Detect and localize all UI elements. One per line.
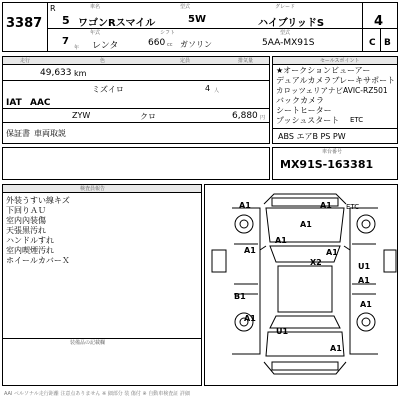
seats-unit: 人 xyxy=(214,88,220,94)
spec-label-d: 排気量 xyxy=(238,58,254,64)
vehicle-records: 車両取説 xyxy=(34,129,66,138)
rating: 4 xyxy=(374,14,384,29)
grade-label: グレード xyxy=(275,4,296,10)
equipment-item: カロッツェリアナビAVIC-RZ501 xyxy=(276,86,388,95)
small-label-3: 型式 xyxy=(280,30,291,36)
damage-mark-right-upper: U1 xyxy=(358,262,371,271)
wheel-front-left xyxy=(235,215,253,233)
footer-note: AAI ペルソナル走行距離 注意点ありません ※ 細部分 装 傷付 ※ 自動車検査証 詳細 xyxy=(4,391,190,397)
car-diagram xyxy=(204,184,398,386)
damage-mark-roof: X2 xyxy=(310,258,322,267)
etc-mark: ETC xyxy=(346,203,360,211)
damage-mark-right-door: A1 xyxy=(360,300,372,309)
score-bottom: 7 xyxy=(62,36,69,47)
displacement: 660 xyxy=(148,38,166,48)
notes-lower-header: 装備品の記載欄 xyxy=(70,340,106,346)
left-mid-frame xyxy=(2,147,270,180)
damage-mark-left-rear: A1 xyxy=(244,314,256,323)
wheel-rear-right xyxy=(357,313,375,331)
damage-mark-roof-right: A1 xyxy=(326,248,338,257)
damage-mark-left-door: B1 xyxy=(234,292,246,301)
damage-mark-bonnet: A1 xyxy=(300,220,312,229)
score-r: R xyxy=(50,4,56,13)
equipment-item: デュアルカメラブレーキサポート xyxy=(276,76,396,85)
equipment-header: セールスポイント xyxy=(320,58,360,64)
price: 6,880 xyxy=(232,111,258,121)
equipment-item: シートヒーター xyxy=(276,106,332,115)
equipment-item: ETC xyxy=(350,116,364,124)
car-model: 5W xyxy=(188,14,206,25)
car-make: ワゴンRスマイル xyxy=(78,18,156,29)
damage-mark-roof-left: A1 xyxy=(275,236,287,245)
interior-grade: C xyxy=(369,38,376,48)
chassis-label: 車台番号 xyxy=(322,149,343,155)
notes-header: 検査員報告 xyxy=(80,186,106,192)
warranty: 保証書 xyxy=(6,129,30,138)
air-conditioning: AAC xyxy=(30,98,51,108)
model-label: 型式 xyxy=(180,4,191,10)
car-grade: ハイブリッドS xyxy=(258,18,325,29)
transmission: IAT xyxy=(6,98,22,108)
damage-mark-front-right: A1 xyxy=(320,201,332,210)
spec-label-b: 色 xyxy=(100,58,106,64)
seats: 4 xyxy=(205,84,211,93)
damage-mark-trunk: U1 xyxy=(276,327,289,336)
spec-label-a: 走行 xyxy=(20,58,31,64)
note-item: 外装うすい線キズ xyxy=(6,196,70,205)
note-item: ハンドルすれ xyxy=(6,236,54,245)
price-unit: 円 xyxy=(260,115,266,121)
lot-number: 3387 xyxy=(6,16,43,31)
score-top: 5 xyxy=(62,14,70,27)
chassis-number: MX91S-163381 xyxy=(280,158,374,171)
equipment-options: ABS エアB PS PW xyxy=(278,132,346,141)
rental: レンタ xyxy=(92,41,119,51)
damage-mark-front-left: A1 xyxy=(239,201,251,210)
displacement-unit: cc xyxy=(167,42,173,48)
small-label-2: シフト xyxy=(160,30,176,36)
color-code: ZYW xyxy=(72,111,91,120)
damage-mark-left-fender: A1 xyxy=(244,246,256,255)
note-item: 室内喫煙汚れ xyxy=(6,246,54,255)
fuel: ガソリン xyxy=(180,40,212,49)
exterior-grade: B xyxy=(384,38,391,48)
damage-mark-right-mid: A1 xyxy=(358,276,370,285)
chassis-code: 5AA-MX91S xyxy=(262,38,315,48)
equipment-item: ★オークションビューアー xyxy=(276,66,371,75)
note-item: ホイールカバーＸ xyxy=(6,256,70,265)
interior-color: クロ xyxy=(140,112,156,121)
make-label: 車名 xyxy=(90,4,101,10)
note-item: 下回りＡＵ xyxy=(6,206,46,215)
equipment-item: プッシュスタート xyxy=(276,116,340,125)
note-item: 室内內装傷 xyxy=(6,216,46,225)
spec-label-c: 定員 xyxy=(180,58,191,64)
mileage-unit: km xyxy=(74,69,87,78)
damage-mark-rear-right: A1 xyxy=(330,344,342,353)
equipment-item: バックカメラ xyxy=(276,96,324,105)
wheel-front-right xyxy=(357,215,375,233)
note-item: 天張黒汚れ xyxy=(6,226,46,235)
small-label-1: 年式 xyxy=(90,30,101,36)
body-color: ミズイロ xyxy=(92,85,124,94)
year-suffix: 年 xyxy=(74,45,80,51)
mileage: 49,633 xyxy=(40,68,72,78)
